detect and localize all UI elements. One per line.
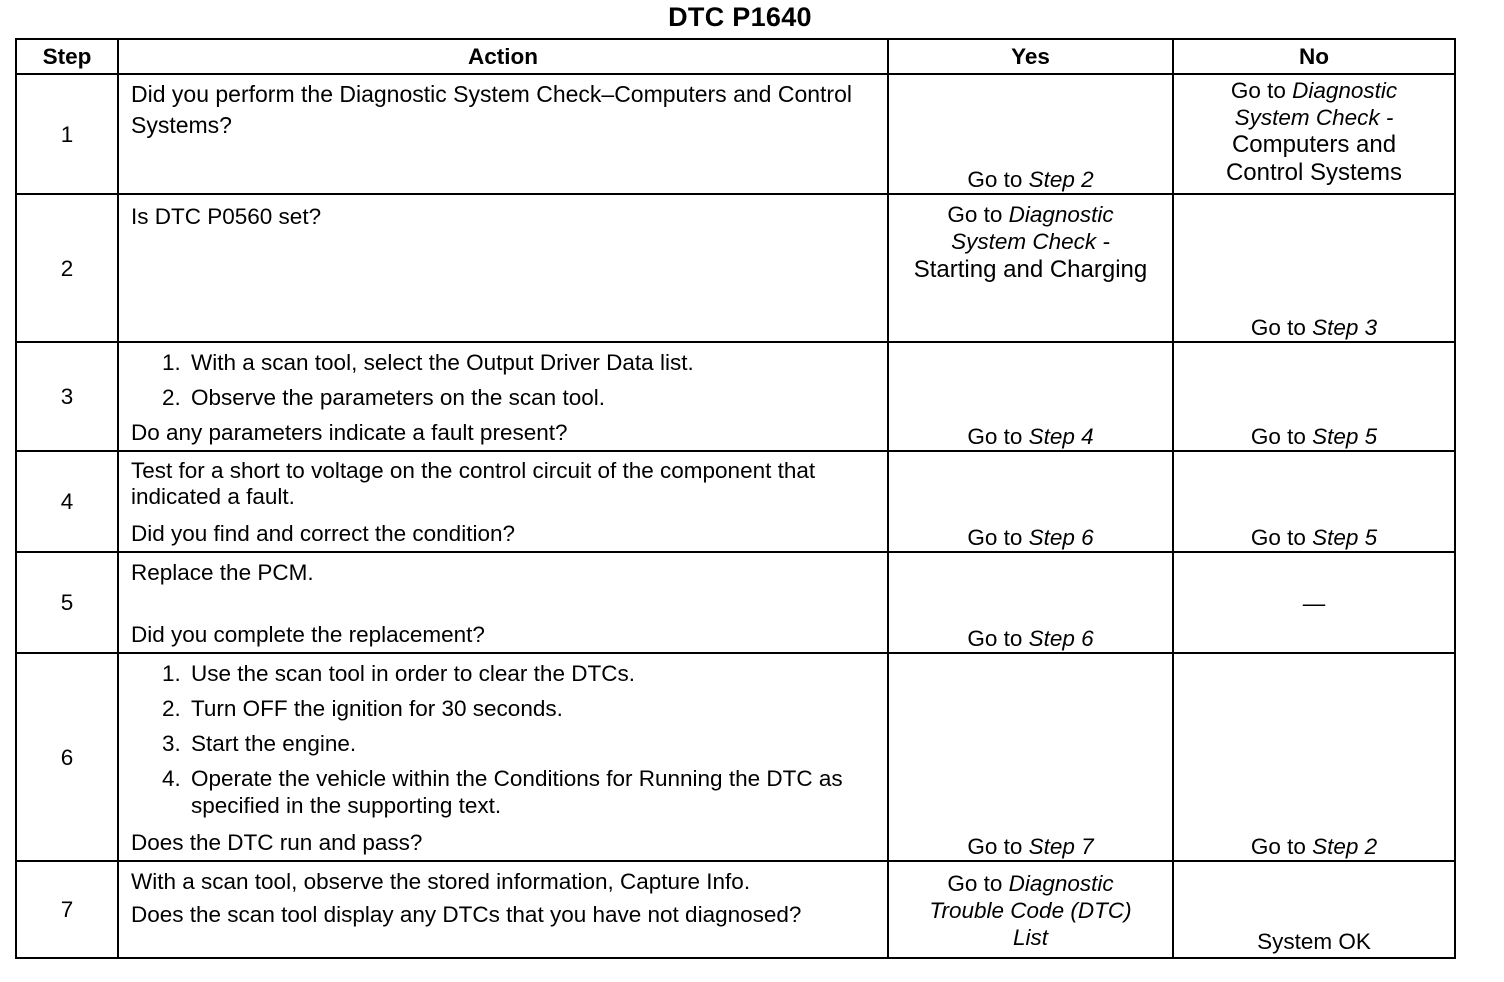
list-item: 4. Operate the vehicle within the Conditions for Running the DTC as specified in the supporting text. xyxy=(187,765,879,819)
action-steps-list xyxy=(131,345,879,411)
action-steps-list xyxy=(131,656,879,819)
no-prefix: Go to xyxy=(1250,424,1313,449)
page-title: DTC P1640 xyxy=(668,2,812,32)
no-cell xyxy=(1173,194,1455,342)
yes-prefix: Go to xyxy=(947,202,1009,227)
header-step: Step xyxy=(16,39,118,74)
yes-prefix: Go to xyxy=(967,424,1029,449)
step-number: 3 xyxy=(16,342,118,451)
action-question: Did you complete the replacement? xyxy=(131,622,485,647)
action-text: Is DTC P0560 set? xyxy=(131,204,322,229)
step-number: 7 xyxy=(16,861,118,958)
action-text: Replace the PCM. xyxy=(131,560,314,585)
list-item: 2. Observe the parameters on the scan tool. xyxy=(187,384,879,411)
table-row xyxy=(16,74,1455,194)
step-number: 1 xyxy=(16,74,118,194)
header-row xyxy=(16,39,1455,74)
no-cell xyxy=(1173,653,1455,861)
yes-target: Step 6 xyxy=(1028,626,1094,651)
action-question: Does the DTC run and pass? xyxy=(131,830,423,855)
list-item: 2. Turn OFF the ignition for 30 seconds. xyxy=(187,695,879,722)
table-row xyxy=(16,552,1455,653)
action-text: Test for a short to voltage on the control circuit of the component that indicated a fault. xyxy=(131,458,816,509)
action-question: Did you find and correct the condition? xyxy=(131,521,515,546)
yes-prefix: Go to xyxy=(947,871,1009,896)
no-dash: — xyxy=(1302,591,1326,616)
no-cell xyxy=(1173,342,1455,451)
no-cell xyxy=(1173,552,1455,653)
no-target: Step 5 xyxy=(1312,525,1378,550)
yes-prefix: Go to xyxy=(967,525,1029,550)
no-prefix: Go to xyxy=(1230,78,1293,103)
yes-cell xyxy=(888,861,1173,958)
step-number: 5 xyxy=(16,552,118,653)
yes-target: Diagnostic Trouble Code (DTC) List xyxy=(929,871,1132,950)
yes-prefix: Go to xyxy=(967,834,1029,859)
no-cell xyxy=(1173,861,1455,958)
yes-cell xyxy=(888,552,1173,653)
list-item: 1. With a scan tool, select the Output Driver Data list. xyxy=(187,349,879,376)
no-prefix: Go to xyxy=(1250,315,1313,340)
table-row xyxy=(16,451,1455,552)
header-action: Action xyxy=(118,39,888,74)
table-row xyxy=(16,194,1455,342)
no-target: Diagnostic System Check - xyxy=(1234,78,1398,130)
list-item: 3. Start the engine. xyxy=(187,730,879,757)
yes-prefix: Go to xyxy=(967,626,1029,651)
table-row xyxy=(16,342,1455,451)
step-number: 2 xyxy=(16,194,118,342)
yes-target: Diagnostic System Check - xyxy=(951,202,1114,254)
header-yes: Yes xyxy=(888,39,1173,74)
no-prefix: Go to xyxy=(1250,834,1313,859)
list-item: 1. Use the scan tool in order to clear the DTCs. xyxy=(187,660,879,687)
action-question: Does the scan tool display any DTCs that you have not diagnosed? xyxy=(131,902,802,927)
yes-cell xyxy=(888,74,1173,194)
action-text: With a scan tool, observe the stored information, Capture Info. xyxy=(131,869,751,894)
action-cell xyxy=(118,74,888,194)
action-cell xyxy=(118,552,888,653)
no-cell xyxy=(1173,74,1455,194)
no-target: Step 3 xyxy=(1312,315,1378,340)
table-row xyxy=(16,653,1455,861)
no-target: Step 2 xyxy=(1312,834,1378,859)
dtc-table xyxy=(15,38,1456,959)
no-target: Step 5 xyxy=(1312,424,1378,449)
yes-target: Step 7 xyxy=(1028,834,1094,859)
yes-prefix: Go to xyxy=(967,167,1029,192)
action-cell xyxy=(118,342,888,451)
yes-cell xyxy=(888,653,1173,861)
yes-target-tail: Starting and Charging xyxy=(913,256,1148,283)
header-no: No xyxy=(1173,39,1455,74)
yes-cell xyxy=(888,342,1173,451)
table-row xyxy=(16,861,1455,958)
yes-target: Step 6 xyxy=(1028,525,1094,550)
yes-target: Step 2 xyxy=(1028,167,1094,192)
no-text: System OK xyxy=(1257,929,1371,954)
action-question: Do any parameters indicate a fault present? xyxy=(131,420,568,445)
yes-target: Step 4 xyxy=(1028,424,1094,449)
step-number: 6 xyxy=(16,653,118,861)
step-number: 4 xyxy=(16,451,118,552)
no-cell xyxy=(1173,451,1455,552)
action-text: Did you perform the Diagnostic System Check–Computers and Control Systems? xyxy=(131,81,852,138)
action-cell xyxy=(118,194,888,342)
action-cell xyxy=(118,451,888,552)
yes-cell xyxy=(888,451,1173,552)
no-prefix: Go to xyxy=(1250,525,1313,550)
no-target-tail: Computers and Control Systems xyxy=(1225,131,1403,186)
yes-cell xyxy=(888,194,1173,342)
action-cell xyxy=(118,653,888,861)
action-cell xyxy=(118,861,888,958)
